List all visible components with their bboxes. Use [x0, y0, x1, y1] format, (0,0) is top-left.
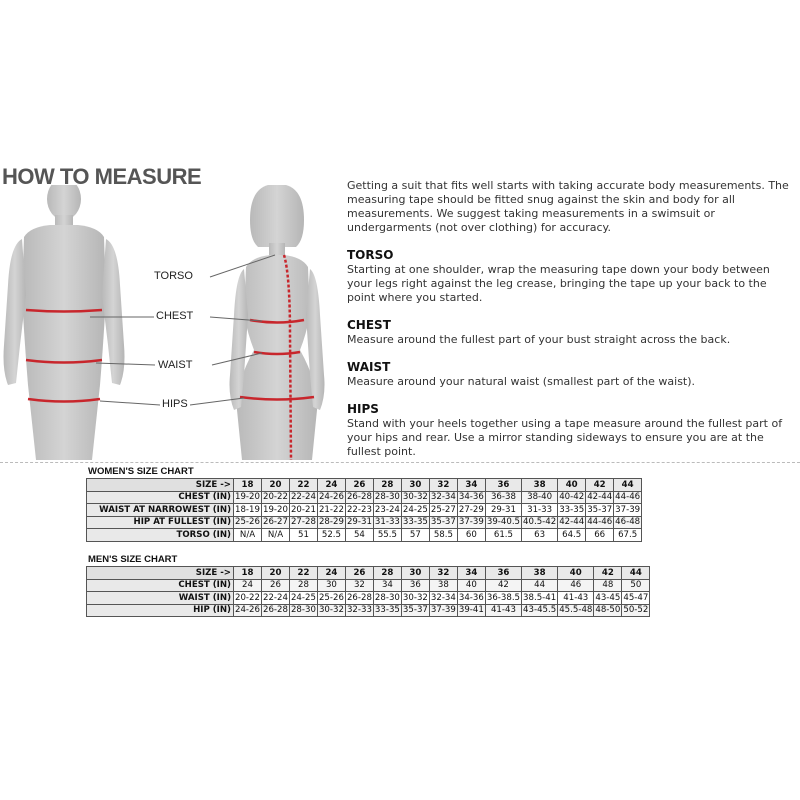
hips-section	[347, 402, 792, 459]
size-header-cell: 44	[622, 567, 650, 580]
table-cell: 20-22	[262, 492, 288, 503]
waist-text: Measure around your natural waist (smallest part of the waist).	[347, 375, 696, 388]
table-cell: 28-30	[290, 605, 316, 616]
row-label: HIP AT FULLEST (IN)	[87, 516, 234, 529]
table-cell: 30-32	[402, 592, 428, 603]
size-header-cell: 34	[457, 567, 485, 580]
table-row	[87, 491, 642, 504]
table-cell: 35-37	[402, 605, 428, 616]
table-cell: 42	[485, 579, 521, 592]
size-header-cell: 26	[345, 567, 373, 580]
table-cell: 43-45.5	[523, 605, 557, 616]
table-cell: 58.5	[429, 529, 457, 542]
table-cell: 23-24	[374, 504, 400, 515]
size-header-label: SIZE ->	[87, 567, 234, 580]
table-cell: 40.5-42	[523, 517, 557, 528]
table-row	[87, 579, 650, 592]
table-cell: 63	[522, 529, 558, 542]
table-cell: 44-46	[615, 492, 641, 503]
table-cell: 26-28	[262, 605, 288, 616]
table-cell: N/A	[234, 529, 262, 542]
table-cell: 25-26	[318, 592, 344, 603]
table-cell: 46	[558, 579, 594, 592]
table-cell: 26	[261, 579, 289, 592]
table-cell: 27-29	[458, 504, 484, 515]
size-header-cell: 40	[558, 567, 594, 580]
size-header-cell: 32	[429, 567, 457, 580]
table-cell: 42-44	[587, 492, 613, 503]
chest-section	[347, 318, 792, 347]
table-row	[87, 604, 650, 617]
size-header-cell: 22	[289, 479, 317, 492]
table-cell: 41-43	[485, 604, 521, 617]
table-row	[87, 504, 642, 517]
size-header-cell: 30	[401, 567, 429, 580]
table-cell: 19-20	[235, 492, 260, 503]
womens-chart-title: WOMEN'S SIZE CHART	[88, 466, 194, 477]
table-cell: 39-40.5	[486, 517, 521, 528]
row-label: WAIST AT NARROWEST (IN)	[87, 504, 234, 517]
row-label: TORSO (IN)	[87, 529, 234, 542]
torso-label: TORSO	[154, 270, 193, 282]
table-cell: 52.5	[317, 529, 345, 542]
chest-label: CHEST	[156, 310, 194, 322]
table-cell: 34	[373, 579, 401, 592]
mens-size-table	[86, 566, 650, 617]
table-cell: 38.5-41	[523, 592, 557, 603]
table-cell: 48	[594, 579, 622, 592]
table-cell: 51	[289, 529, 317, 542]
size-header-cell: 42	[586, 479, 614, 492]
table-cell: 29-31	[346, 517, 372, 528]
waist-heading: WAIST	[347, 360, 391, 374]
womens-size-table	[86, 478, 642, 542]
size-header-cell: 18	[234, 479, 262, 492]
table-cell: 34-36	[458, 592, 484, 603]
table-cell: 37-39	[458, 517, 484, 528]
size-header-cell: 32	[429, 479, 457, 492]
waist-label: WAIST	[158, 359, 193, 371]
table-cell: 42-44	[559, 517, 585, 528]
size-header-cell: 22	[289, 567, 317, 580]
table-cell: 43-45	[595, 592, 621, 603]
table-cell: 24-26	[235, 605, 260, 616]
table-cell: 44	[522, 579, 558, 592]
table-cell: 25-27	[430, 504, 456, 515]
size-header-cell: 24	[317, 567, 345, 580]
size-header-cell: 30	[401, 479, 429, 492]
table-cell: 26-27	[262, 517, 288, 528]
section-divider	[0, 462, 800, 463]
page-title: HOW TO MEASURE	[2, 164, 202, 189]
table-cell: 60	[457, 529, 485, 542]
table-cell: 31-33	[374, 517, 400, 528]
table-cell: 35-37	[587, 504, 613, 515]
size-header-cell: 24	[317, 479, 345, 492]
intro-text: Getting a suit that fits well starts with taking accurate body measurements. The measuring tape should be fitted snug against the skin and body for all measurements. We suggest taking measurements in a swimsuit or undergarments (not over clothing) for accuracy.	[347, 179, 789, 234]
table-cell: 30-32	[402, 492, 428, 503]
table-cell: 30	[317, 579, 345, 592]
size-header-label: SIZE ->	[87, 479, 234, 492]
size-header-cell: 18	[234, 567, 262, 580]
table-cell: 50-52	[623, 605, 649, 616]
table-cell: 30-32	[318, 605, 344, 616]
table-cell: 67.5	[614, 529, 642, 542]
table-cell: 33-35	[402, 517, 428, 528]
table-cell: 54	[345, 529, 373, 542]
table-cell: 39-41	[458, 605, 484, 616]
table-cell: 22-24	[262, 592, 288, 603]
table-cell: 28-30	[374, 592, 400, 603]
table-cell: 28-29	[318, 517, 344, 528]
size-header-cell: 36	[485, 567, 521, 580]
size-header-cell: 26	[345, 479, 373, 492]
torso-text: Starting at one shoulder, wrap the measuring tape down your body between your legs right against the leg crease, bringing the tape up your back to the point where you started.	[347, 263, 770, 304]
male-figure	[4, 185, 125, 460]
body-figures-illustration	[0, 185, 345, 460]
row-label: CHEST (IN)	[87, 579, 234, 592]
table-cell: 26-28	[346, 492, 372, 503]
size-header-cell: 20	[261, 567, 289, 580]
table-cell: 28	[289, 579, 317, 592]
table-cell: 22-24	[290, 492, 316, 503]
table-cell: 36	[401, 579, 429, 592]
table-cell: 33-35	[559, 504, 585, 515]
table-cell: 35-37	[430, 517, 456, 528]
table-cell: 45.5-48	[559, 605, 593, 616]
table-cell: 26-28	[346, 592, 372, 603]
table-cell: 32	[345, 579, 373, 592]
hips-text: Stand with your heels together using a tape measure around the fullest part of your hips and rear. Use a mirror standing sideways to ensure you are at the fullest point.	[347, 417, 783, 458]
table-cell: 33-35	[374, 605, 400, 616]
table-cell: 19-20	[262, 504, 288, 515]
table-cell: 46-48	[615, 517, 641, 528]
table-cell: N/A	[261, 529, 289, 542]
size-header-cell: 20	[261, 479, 289, 492]
table-cell: 29-31	[485, 504, 521, 517]
table-cell: 27-28	[290, 517, 316, 528]
size-header-cell: 38	[522, 479, 558, 492]
chest-heading: CHEST	[347, 318, 391, 332]
table-cell: 61.5	[485, 529, 521, 542]
row-label: CHEST (IN)	[87, 491, 234, 504]
table-cell: 40	[457, 579, 485, 592]
table-cell: 57	[401, 529, 429, 542]
table-row	[87, 529, 642, 542]
table-cell: 32-34	[430, 592, 456, 603]
table-row	[87, 516, 642, 529]
size-header-cell: 40	[558, 479, 586, 492]
table-cell: 40-42	[559, 492, 585, 503]
table-cell: 22-23	[346, 504, 372, 515]
torso-heading: TORSO	[347, 248, 394, 262]
table-cell: 38-40	[522, 491, 558, 504]
size-header-row	[87, 567, 650, 580]
table-cell: 66	[586, 529, 614, 542]
table-row	[87, 592, 650, 605]
mens-chart-title: MEN'S SIZE CHART	[88, 554, 178, 565]
table-cell: 64.5	[558, 529, 586, 542]
hips-heading: HIPS	[347, 402, 379, 416]
size-header-cell: 38	[522, 567, 558, 580]
measurement-figures	[0, 185, 345, 460]
size-header-row	[87, 479, 642, 492]
table-cell: 24-26	[318, 492, 344, 503]
table-cell: 45-47	[623, 592, 649, 603]
size-header-cell: 44	[614, 479, 642, 492]
table-cell: 21-22	[318, 504, 344, 515]
table-cell: 34-36	[458, 492, 484, 503]
table-cell: 20-22	[235, 592, 260, 603]
size-header-cell: 34	[457, 479, 485, 492]
size-header-cell: 36	[485, 479, 521, 492]
table-cell: 25-26	[235, 517, 260, 528]
table-cell: 32-33	[346, 605, 372, 616]
table-cell: 24-25	[402, 504, 428, 515]
table-cell: 50	[622, 579, 650, 592]
table-cell: 24-25	[290, 592, 316, 603]
table-cell: 28-30	[374, 492, 400, 503]
chest-text: Measure around the fullest part of your bust straight across the back.	[347, 333, 731, 346]
table-cell: 32-34	[430, 492, 456, 503]
table-cell: 24	[234, 579, 262, 592]
table-cell: 37-39	[615, 504, 641, 515]
table-cell: 36-38	[485, 491, 521, 504]
size-header-cell: 28	[373, 567, 401, 580]
table-cell: 31-33	[522, 504, 558, 517]
table-cell: 36-38.5	[486, 592, 521, 603]
size-header-cell: 42	[594, 567, 622, 580]
hips-label: HIPS	[162, 398, 188, 410]
table-cell: 37-39	[430, 605, 456, 616]
table-cell: 55.5	[373, 529, 401, 542]
torso-section	[347, 248, 792, 305]
waist-section	[347, 360, 792, 389]
row-label: WAIST (IN)	[87, 592, 234, 605]
row-label: HIP (IN)	[87, 604, 234, 617]
table-cell: 20-21	[290, 504, 316, 515]
table-cell: 41-43	[558, 592, 594, 605]
table-cell: 48-50	[595, 605, 621, 616]
table-cell: 18-19	[235, 504, 260, 515]
table-cell: 44-46	[587, 517, 613, 528]
size-header-cell: 28	[373, 479, 401, 492]
table-cell: 38	[429, 579, 457, 592]
